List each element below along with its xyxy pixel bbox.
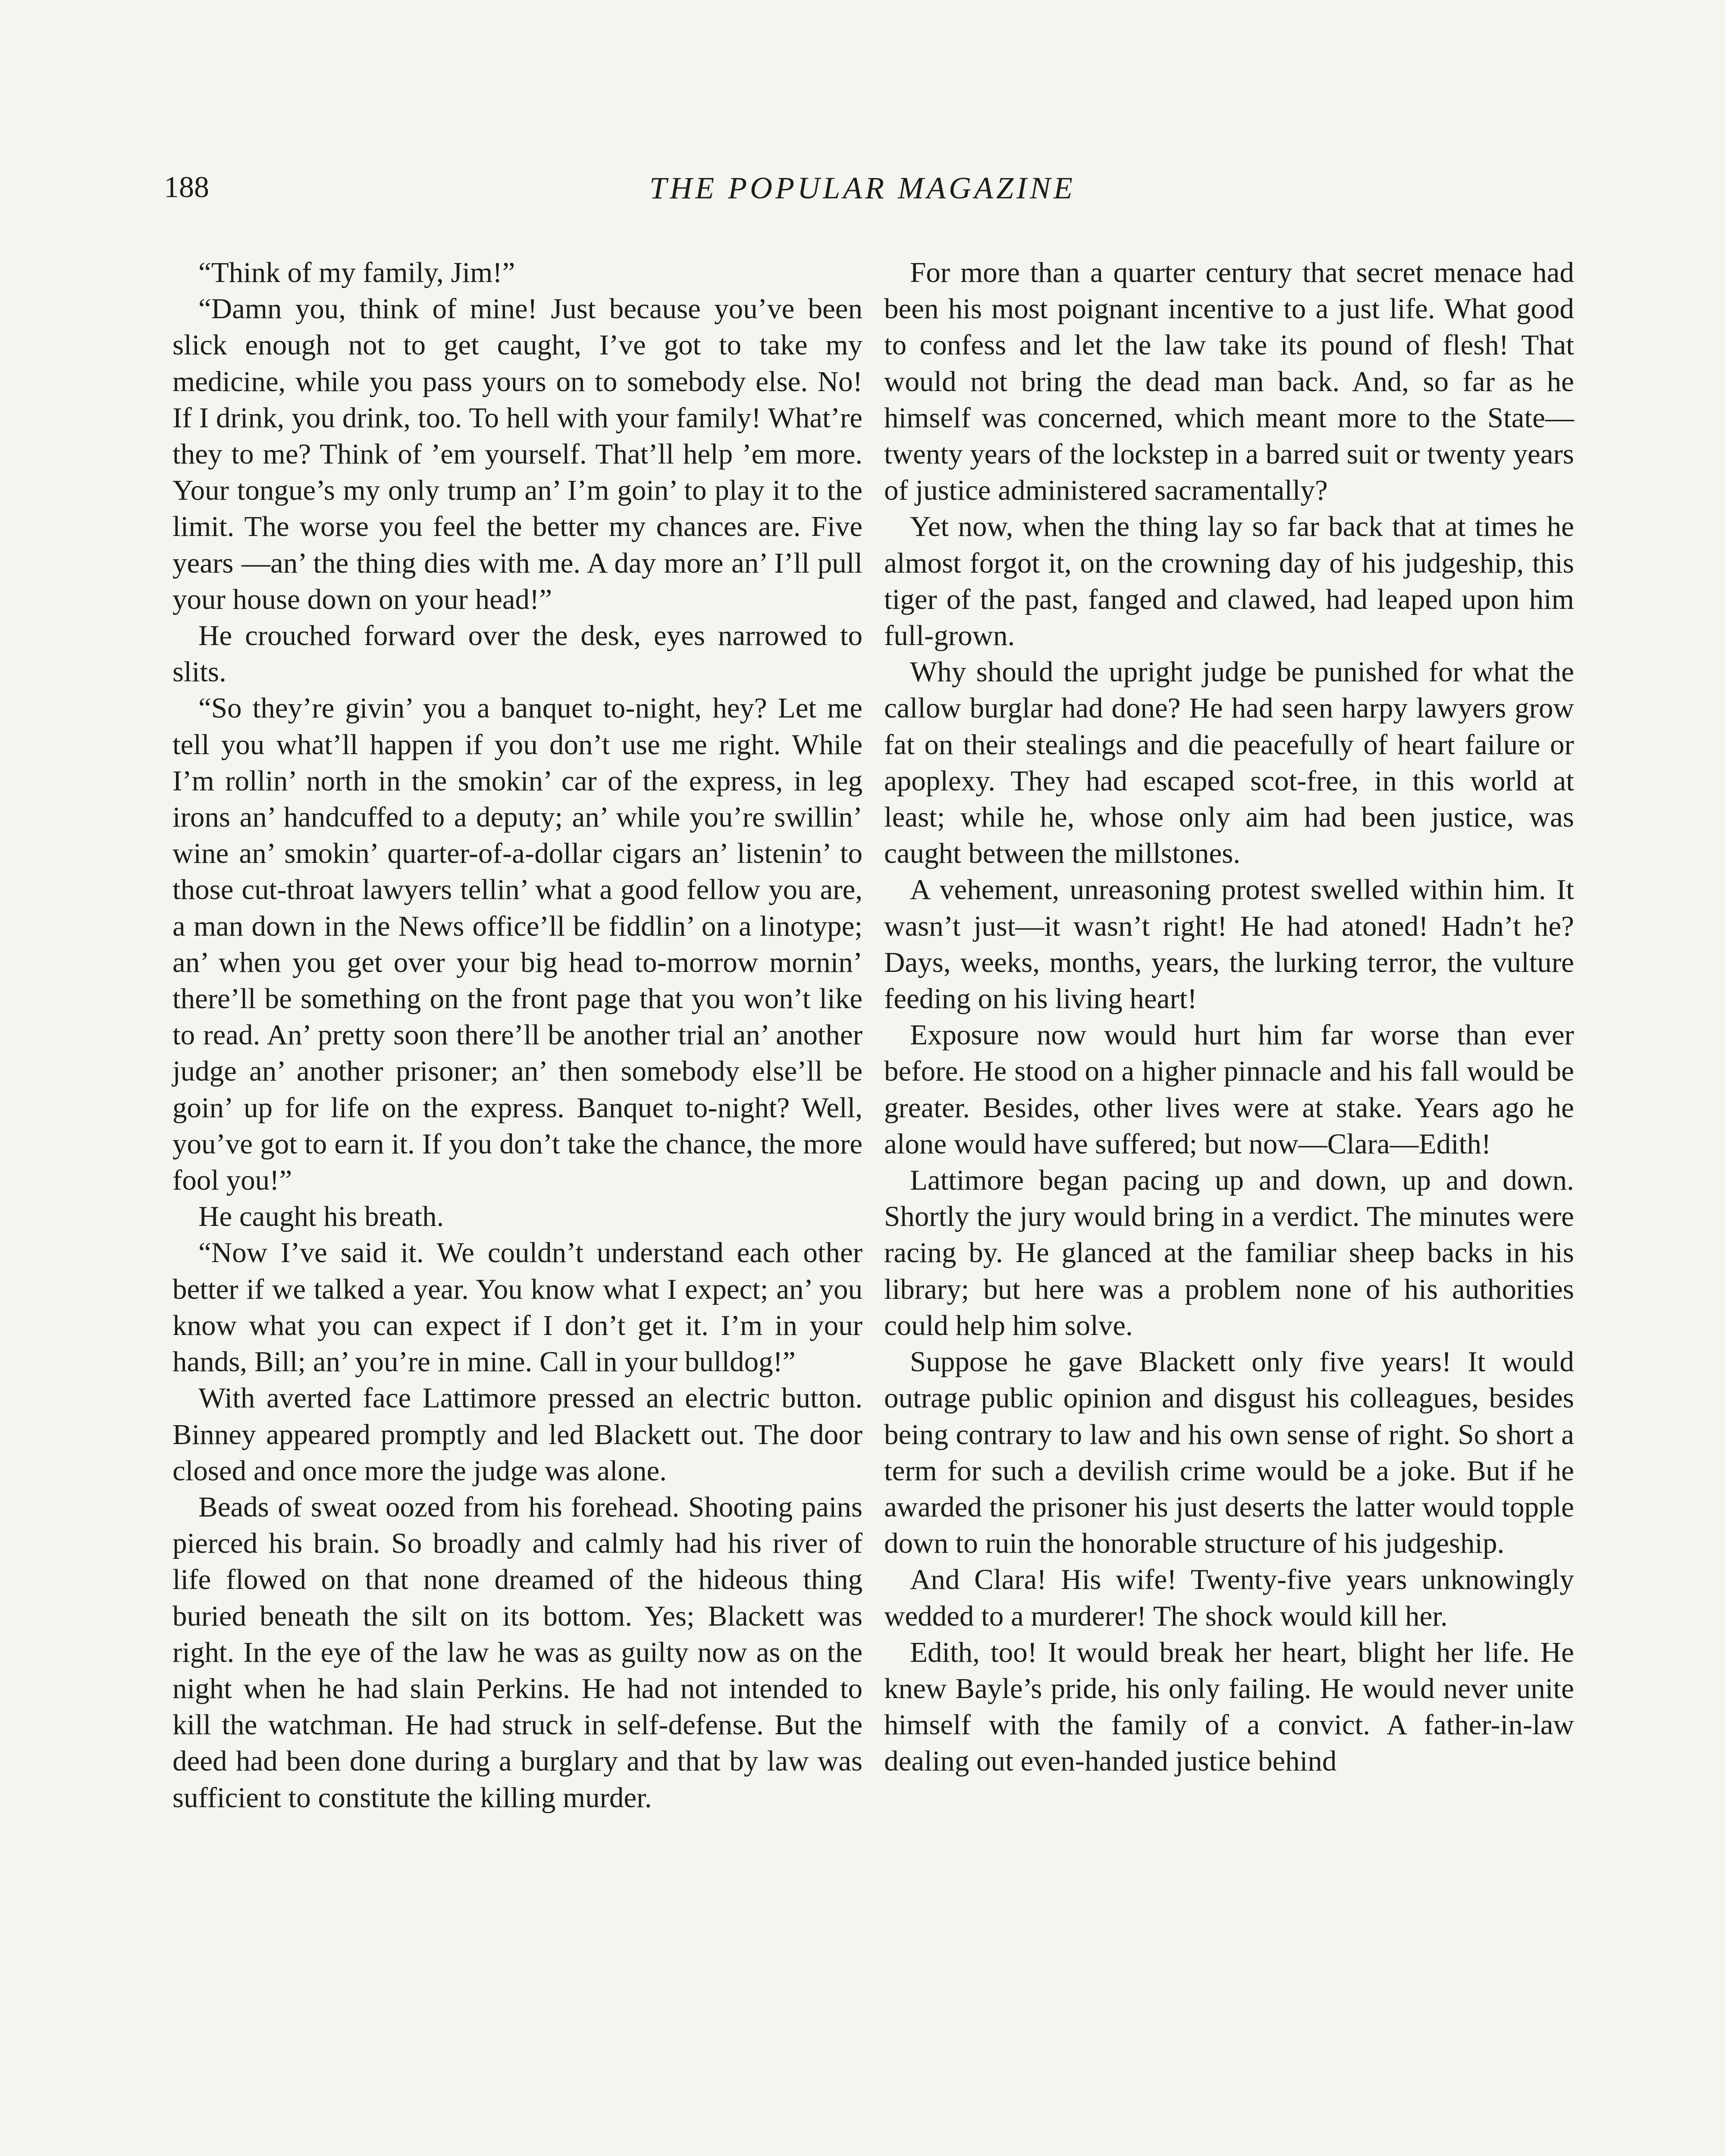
paragraph: Beads of sweat oozed from his forehead. Shooting pains pierced his brain. So broadly and calmly had his river of life flowed on that none dreamed of the hideous thing buried beneath the silt on its bottom. Yes; Blackett was right. In the eye of the law he was as guilty now as on the night when he had slain Perkins. He had not intended to kill the watchman. He had struck in self-defense. But the deed had been done during a burglary and that by law was sufficient to constitute the killing murder. (172, 1491, 862, 1814)
paragraph: With averted face Lattimore pressed an electric button. Binney appeared promptly and led Blackett out. The door closed and once more the judge was alone. (172, 1382, 862, 1487)
right-column (884, 254, 1574, 1780)
paragraph: “Damn you, think of mine! Just because you’ve been slick enough not to get caught, I’ve got to take my medicine, while you pass yours on to somebody else. No! If I drink, you drink, too. To hell with your family! What’re they to me? Think of ’em yourself. That’ll help ’em more. Your tongue’s my only trump an’ I’m goin’ to play it to the limit. The worse you feel the better my chances are. Five years —an’ the thing dies with me. A day more an’ I’ll pull your house down on your head!” (172, 293, 862, 615)
running-head: THE POPULAR MAGAZINE (649, 171, 1076, 205)
paragraph: And Clara! His wife! Twenty-five years unknowingly wedded to a murderer! The shock would kill her. (884, 1564, 1574, 1632)
paragraph: He caught his breath. (198, 1200, 444, 1233)
page-number: 188 (164, 171, 209, 204)
paragraph: Why should the upright judge be punished for what the callow burglar had done? He had seen harpy lawyers grow fat on their stealings and die peacefully of heart failure or apoplexy. They had escaped scot-free, in this world at least; while he, whose only aim had been justice, was caught between the millstones. (884, 656, 1574, 870)
paragraph: Edith, too! It would break her heart, blight her life. He knew Bayle’s pride, his only failing. He would never unite himself with the family of a convict. A father-in-law dealing out even-handed justice behind (884, 1636, 1574, 1777)
paragraph: “Now I’ve said it. We couldn’t understand each other better if we talked a year. You know what I expect; an’ you know what you can expect if I don’t get it. I’m in your hands, Bill; an’ you’re in mine. Call in your bulldog!” (172, 1237, 862, 1378)
paragraph: He crouched forward over the desk, eyes narrowed to slits. (172, 620, 862, 688)
paragraph: Suppose he gave Blackett only five years! It would outrage public opinion and disgust his colleagues, besides being contrary to law and his own sense of right. So short a term for such a devilish crime would be a joke. But if he awarded the prisoner his just deserts the latter would topple down to ruin the honorable structure of his judgeship. (884, 1346, 1574, 1560)
paragraph: Exposure now would hurt him far worse than ever before. He stood on a higher pinnacle and his fall would be greater. Besides, other lives were at stake. Years ago he alone would have suffered; but now—Clara—Edith! (884, 1019, 1574, 1160)
paragraph: For more than a quarter century that secret menace had been his most poignant incentive to a just life. What good to confess and let the law take its pound of flesh! That would not bring the dead man back. And, so far as he himself was concerned, which meant more to the State—twenty years of the lockstep in a barred suit or twenty years of justice administered sacramentally? (884, 257, 1574, 507)
paragraph: A vehement, unreasoning protest swelled within him. It wasn’t just—it wasn’t right! He had atoned! Hadn’t he? Days, weeks, months, years, the lurking terror, the vulture feeding on his living heart! (884, 874, 1574, 1015)
paragraph: “Think of my family, Jim!” (198, 257, 515, 288)
paragraph: “So they’re givin’ you a banquet to-night, hey? Let me tell you what’ll happen if you don’t use me right. While I’m rollin’ north in the smokin’ car of the express, in leg irons an’ handcuffed to a deputy; an’ while you’re swillin’ wine an’ smokin’ quarter-of-a-dollar cigars an’ listenin’ to those cut-throat lawyers tellin’ what a good fellow you are, a man down in the News office’ll be fiddlin’ on a linotype; an’ when you get over your big head to-morrow mornin’ there’ll be something on the front page that you won’t like to read. An’ pretty soon there’ll be another trial an’ another judge an’ another prisoner; an’ then somebody else’ll be goin’ up for life on the express. Banquet to-night? Well, you’ve got to earn it. If you don’t take the chance, the more fool you!” (172, 692, 862, 1197)
left-column (172, 254, 862, 1816)
paragraph: Lattimore began pacing up and down, up and down. Shortly the jury would bring in a verdict. The minutes were racing by. He glanced at the familiar sheep backs in his library; but here was a problem none of his authorities could help him solve. (884, 1164, 1574, 1341)
paragraph: Yet now, when the thing lay so far back that at times he almost forgot it, on the crowning day of his judgeship, this tiger of the past, fanged and clawed, had leaped upon him full-grown. (884, 511, 1574, 652)
